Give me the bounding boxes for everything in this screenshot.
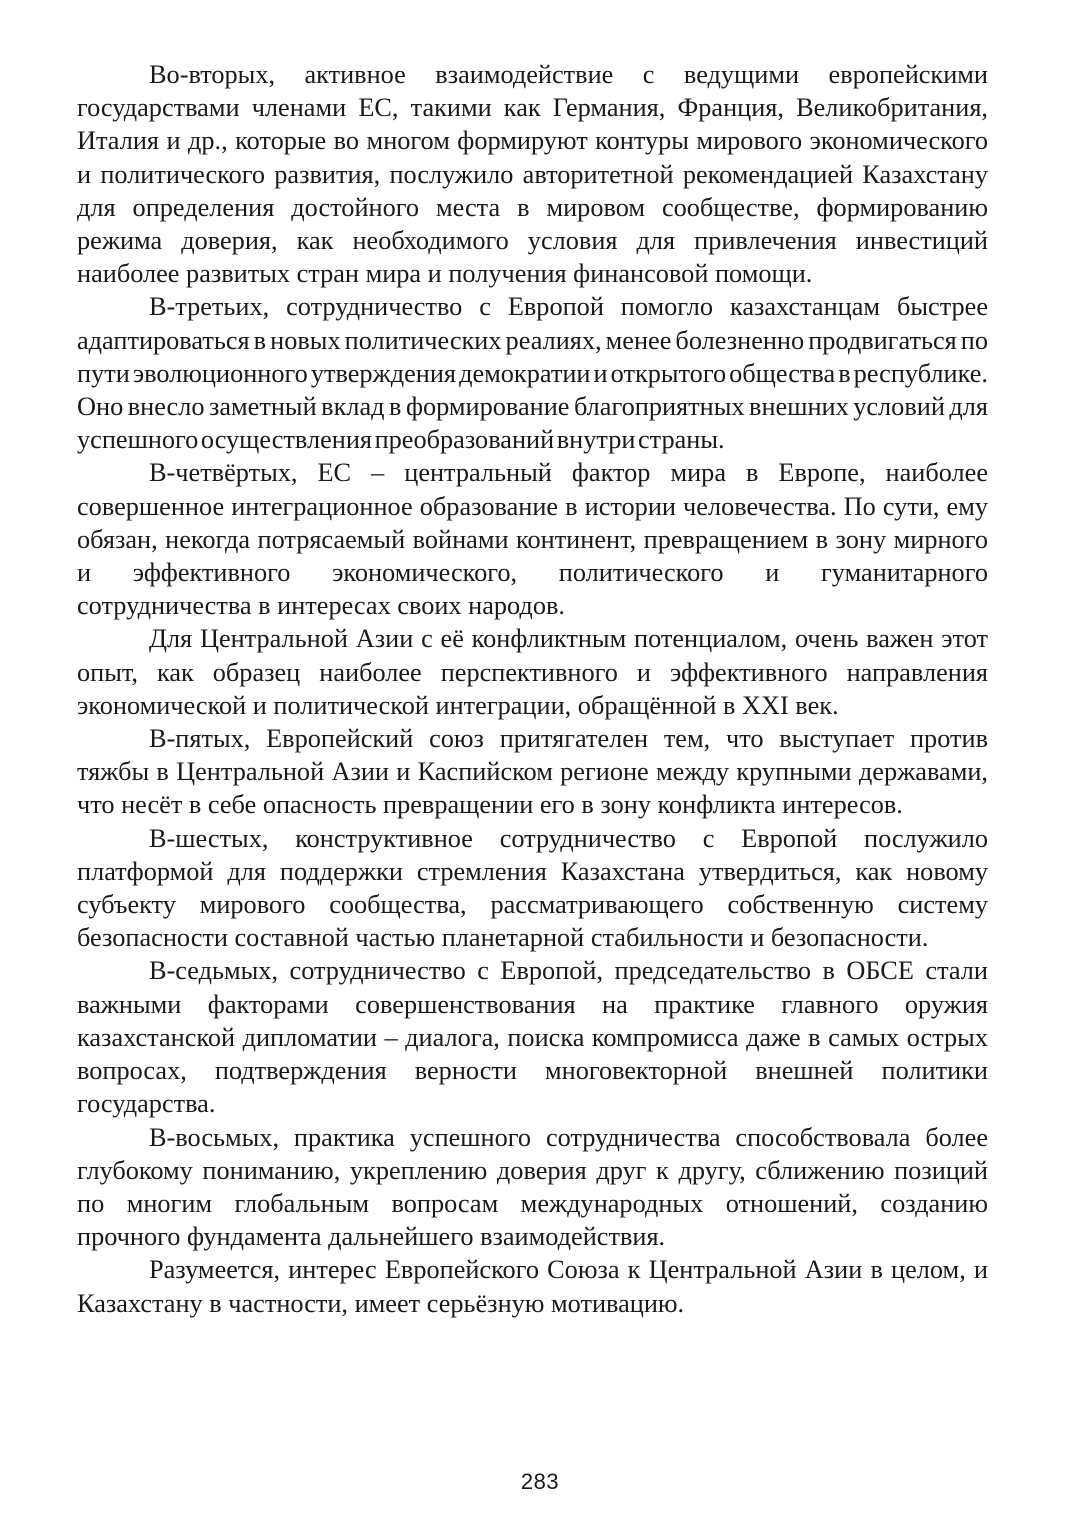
- page-body: [77, 58, 988, 1320]
- paragraph-sixthly: В-шестых, конструктивное сотрудничество с Европой послужило платформой для поддержки стремления Казахстана утвердиться, как новому субъекту мирового сообщества, рассматривающего собственную систему безопасности составной частью планетарной стабильности и безопасности.: [77, 823, 988, 953]
- paragraph-thirdly: В-третьих, сотрудничество с Европой помогло казахстанцам быстрее адаптироваться в новых политических реалиях, менее болезненно продвигаться по пути эволюционного утверждения демократии и открытого общества в республике. Оно внесло заметный вклад в формирование благоприятных внешних условий для успешного осуществления преобразований внутри страны.: [77, 292, 988, 455]
- page-number: 283: [520, 1469, 560, 1494]
- paragraph-secondly: Во-вторых, активное взаимодействие с ведущими европейскими государствами членами ЕС, такими как Германия, Франция, Великобритания, Италия и др., которые во многом формируют контуры мирового экономического и политического развития, послужило авторитетной рекомендацией Казахстану для определения достойного места в мировом сообществе, формированию режима доверия, как необходимого условия для привлечения инвестиций наиболее развитых стран мира и получения финансовой помощи.: [77, 60, 988, 289]
- paragraph-central-asia: Для Центральной Азии с её конфликтным потенциалом, очень важен этот опыт, как образец наиболее перспективного и эффективного направления экономической и политической интеграции, обращённой в XXI век.: [77, 624, 988, 720]
- paragraph-fifthly: В-пятых, Европейский союз притягателен тем, что выступает против тяжбы в Центральной Азии и Каспийском регионе между крупными державами, что несёт в себе опасность превращении его в зону конфликта интересов.: [77, 724, 988, 820]
- paragraph-fourthly: В-четвёртых, ЕС – центральный фактор мира в Европе, наиболее совершенное интеграционное образование в истории человечества. По сути, ему обязан, некогда потрясаемый войнами континент, превращением в зону мирного и эффективного экономического, политического и гуманитарного сотрудничества в интересах своих народов.: [77, 458, 988, 621]
- paragraph-eighthly: В-восьмых, практика успешного сотрудничества способствовала более глубокому пониманию, укреплению доверия друг к другу, сближению позиций по многим глобальным вопросам международных отношений, созданию прочного фундамента дальнейшего взаимодействия.: [77, 1122, 988, 1252]
- paragraph-conclusion: Разумеется, интерес Европейского Союза к Центральной Азии в целом, и Казахстану в частности, имеет серьёзную мотивацию.: [77, 1255, 988, 1318]
- paragraph-seventhly: В-седьмых, сотрудничество с Европой, председательство в ОБСЕ стали важными факторами совершенствования на практике главного оружия казахстанской дипломатии – диалога, поиска компромисса даже в самых острых вопросах, подтверждения верности многовекторной внешней политики государства.: [77, 956, 988, 1119]
